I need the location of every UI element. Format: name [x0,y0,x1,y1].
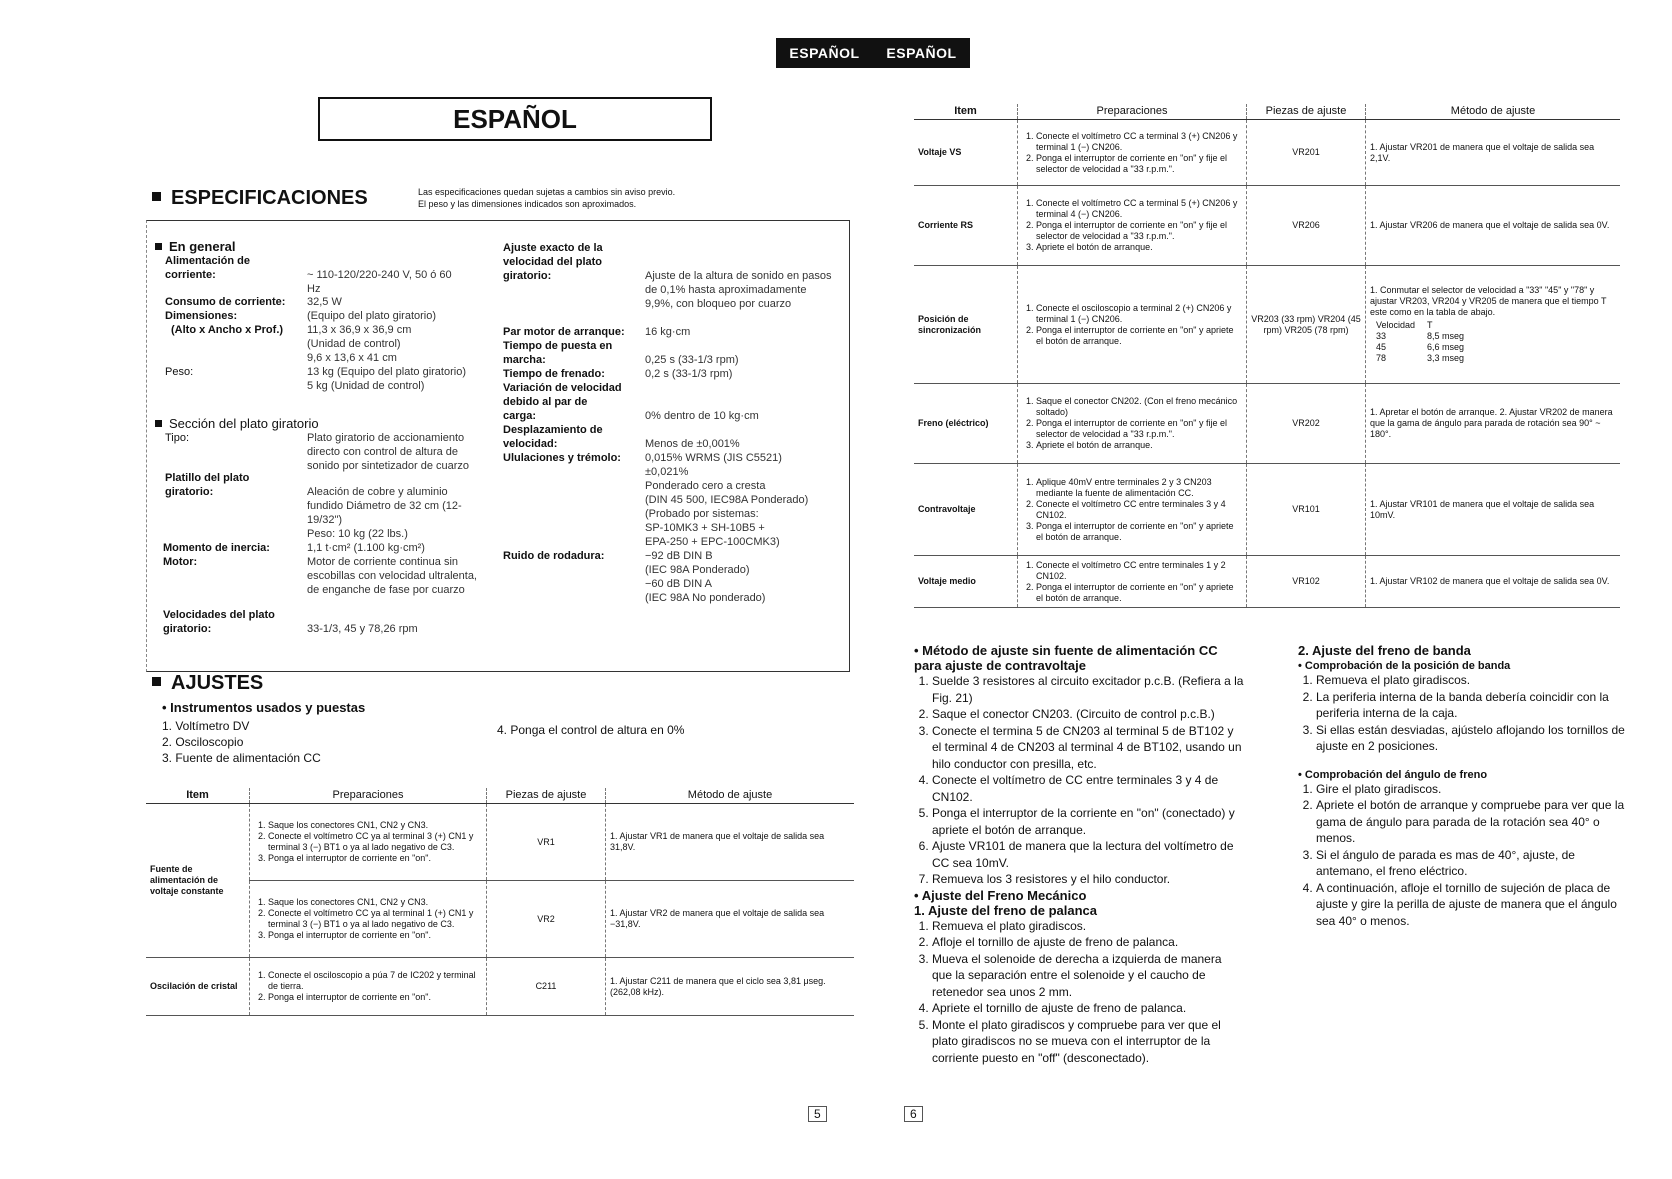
freno-mec-steps [914,918,1244,1067]
ulul-label: Ululaciones y trémolo: [503,452,621,464]
specs-box [146,220,850,672]
row-metodo: 1. Ajustar VR2 de manera que el voltaje de salida sea −31,8V. [606,881,855,958]
desp-label: Desplazamiento de velocidad: [503,424,603,450]
freno-banda-sub1: • Comprobación de la posición de banda [1298,660,1511,672]
row-prep: 1. Conecte el voltímetro CC entre terminales 1 y 2 CN102. 2. Ponga el interruptor de corriente en "on" y apriete el botón de arranque. [1018,556,1247,608]
page-number-left: 5 [808,1106,827,1122]
specs-note [418,186,675,210]
row-pieza: C211 [487,958,606,1016]
platillo-value: Aleación de cobre y aluminio fundido Diámetro de 32 cm (12-19/32") [307,486,462,526]
list-item: 3. Mueva el solenoide de derecha a izquierda de manera que la separación entre el solenoide y el caucho de retenedor sea unos 2 mm. [932,951,1244,1001]
instr-heading-text: Instrumentos usados y puestas [170,700,366,715]
momento-label: Momento de inercia: [163,542,270,554]
list-item: 3. Conecte el termina 5 de CN203 al terminal 5 de BT102 y el terminal 4 de CN203 al terminal 4 de BT102, usando un hilo conductor con presilla, etc. [932,723,1244,773]
row-item: Freno (eléctrico) [914,384,1018,464]
sync-metodo-text: 1. Conmutar el selector de velocidad a "33" "45" y "78" y ajustar VR203, VR204 y VR205 de manera que el tiempo T este como en la tabla de abajo. [1370,285,1607,317]
dim-label: Dimensiones: [165,310,238,322]
list-item: 3. Si el ángulo de parada es mas de 40°, ajuste, de antemano, el freno eléctrico. [1316,847,1628,880]
freno-mec-heading: • Ajuste del Freno Mecánico [914,887,1087,903]
par-value: 16 kg·cm [645,326,691,338]
row-item: Voltaje VS [914,120,1018,186]
ajustes-heading: AJUSTES [152,672,263,695]
ulul-value-3: Ponderado cero a cresta [645,480,766,492]
list-item: 1. Gire el plato giradiscos. [1316,781,1628,798]
list-item: 5. Ponga el interruptor de la corriente en "on" (conectado) y apriete el botón de arranque. [932,805,1244,838]
list-item: 6. Ajuste VR101 de manera que la lectura del voltímetro de CC sea 10mV. [932,838,1244,871]
speed-table [1370,320,1470,364]
list-item: 2. Apriete el botón de arranque y compruebe para ver que la gama de ángulo para parada de la rotación sea 40° o menos. [1316,797,1628,847]
peso-value: 13 kg (Equipo del plato giratorio) [307,366,466,378]
ajuste-label: Ajuste exacto de la velocidad del plato giratorio: [503,242,603,282]
row-item: Voltaje medio [914,556,1018,608]
row-metodo: 1. Ajustar VR101 de manera que el voltaje de salida sea 10mV. [1366,464,1621,556]
par-label: Par motor de arranque: [503,326,625,338]
peso-value-2: 5 kg (Unidad de control) [307,380,425,392]
freno-mec-sub: 1. Ajuste del freno de palanca [914,902,1098,918]
tipo-value: Plato giratorio de accionamiento directo con control de altura de sonido por sintetizador de cuarzo [307,432,470,472]
row-metodo: 1. Ajustar VR206 de manera que el voltaje de salida sea 0V. [1366,186,1621,266]
alim-value: ~ 110-120/220-240 V, 50 ó 60 Hz [307,269,452,295]
row-pieza: VR101 [1247,464,1366,556]
tiempo-label: Tiempo de puesta en marcha: [503,340,613,366]
variacion-value: 0% dentro de 10 kg·cm [645,410,759,422]
row-item: Contravoltaje [914,464,1018,556]
peso-label: Peso: [165,366,194,378]
row-prep: 1. Conecte el osciloscopio a púa 7 de IC202 y terminal de tierra. 2. Ponga el interruptor de corriente en "on". [250,958,487,1016]
ruido-value-2: (IEC 98A Ponderado) [645,564,750,576]
metodo-cc-heading: • Método de ajuste sin fuente de alimentación CC para ajuste de contravoltaje [914,643,1218,673]
frenado-value: 0,2 s (33-1/3 rpm) [645,368,733,380]
list-item: 1. Remueva el plato giradiscos. [1316,672,1628,689]
desp-value: Menos de ±0,001% [645,438,740,450]
row-pieza: VR203 (33 rpm) VR204 (45 rpm) VR205 (78 rpm) [1247,266,1366,384]
list-item: 5. Monte el plato giradiscos y compruebe para ver que el plato giradiscos no se mueva con el interruptor de la corriente puesto en "off" (desconectado). [932,1017,1244,1067]
row-pieza: VR201 [1247,120,1366,186]
th-item: Item [914,104,1018,120]
freno-banda-heading: 2. Ajuste del freno de banda [1298,643,1471,658]
row-prep: 1. Saque los conectores CN1, CN2 y CN3. 2. Conecte el voltímetro CC ya al terminal 3 (+) CN1 y terminal 3 (−) BT1 o ya al lado negativo de C3. 3. Ponga el interruptor de corriente en "on". [250,804,487,881]
row-metodo: 1. Ajustar VR102 de manera que el voltaje de salida sea 0V. [1366,556,1621,608]
row-item: Oscilación de cristal [146,958,250,1016]
speed-t: T [1427,320,1433,330]
list-item: 4. Apriete el tornillo de ajuste de freno de palanca. [932,1000,1244,1017]
specs-note-1: Las especificaciones quedan sujetas a cambios sin aviso previo. [418,187,676,197]
motor-value: Motor de corriente continua sin escobillas con velocidad ultralenta, de enganche de fase por cuarzo [307,556,477,596]
th-prep: Preparaciones [250,788,487,804]
th-metodo: Método de ajuste [606,788,855,804]
row-metodo: 1. Apretar el botón de arranque. 2. Ajustar VR202 de manera que la gama de ángulo para parada de rotación sea 90° ~ 180°. [1366,384,1621,464]
list-item: 1. Remueva el plato giradiscos. [932,918,1244,935]
dim-value-4: 9,6 x 13,6 x 41 cm [307,352,397,364]
freno-banda-steps2 [1298,781,1628,930]
th-metodo: Método de ajuste [1366,104,1621,120]
row-prep: 1. Saque el conector CN202. (Con el freno mecánico soltado) 2. Ponga el interruptor de corriente en "on" y fije el selector de velocidad a "33 r.p.m.". 3. Apriete el botón de arranque. [1018,384,1247,464]
list-item: 2. Afloje el tornillo de ajuste de freno de palanca. [932,934,1244,951]
row-metodo: 1. Ajustar C211 de manera que el ciclo sea 3,81 μseg. (262,08 kHz). [606,958,855,1016]
language-tab-right: ESPAÑOL [886,45,957,61]
motor-label: Motor: [163,556,198,568]
freno-banda-sub2: • Comprobación del ángulo de freno [1298,768,1488,781]
variacion-label: Variación de velocidad debido al par de carga: [503,382,622,422]
ulul-value-6: SP-10MK3 + SH-10B5 + [645,522,765,534]
page-number-right: 6 [904,1106,923,1122]
freno-banda-steps1 [1298,672,1628,755]
ulul-value-7: EPA-250 + EPC-100CMK3) [645,536,780,548]
list-item: 4. Conecte el voltímetro de CC entre terminales 3 y 4 de CN102. [932,772,1244,805]
dim-value: (Equipo del plato giratorio) [307,310,437,322]
ajuste-value: Ajuste de la altura de sonido en pasos de 0,1% hasta aproximadamente 9,9%, con bloqueo por cuarzo [645,270,832,310]
instr-item: 3. Fuente de alimentación CC [162,751,321,765]
list-item: 7. Remueva los 3 resistores y el hilo conductor. [932,871,1244,888]
ulul-value-4: (DIN 45 500, IEC98A Ponderado) [645,494,809,506]
row-pieza: VR206 [1247,186,1366,266]
th-item: Item [146,788,250,804]
vel-label: Velocidades del plato giratorio: [163,609,275,635]
ruido-value: −92 dB DIN B [645,550,713,562]
instr-item: 1. Voltímetro DV [162,719,250,733]
tipo-label: Tipo: [165,432,190,444]
speed-cell: 33 [1376,331,1387,341]
list-item: 1. Suelde 3 resistores al circuito excitador p.c.B. (Refiera a la Fig. 21) [932,673,1244,706]
page-title: ESPAÑOL [318,97,712,141]
alim-label: Alimentación de corriente: [165,255,250,281]
row-prep: 1. Conecte el voltímetro CC a terminal 3 (+) CN206 y terminal 1 (−) CN206. 2. Ponga el interruptor de corriente en "on" y fije el selector de velocidad a "33 r.p.m.". [1018,120,1247,186]
row-metodo: 1. Ajustar VR1 de manera que el voltaje de salida sea 31,8V. [606,804,855,881]
general-heading: En general [155,239,235,254]
th-piezas: Piezas de ajuste [487,788,606,804]
metodo-cc-section [914,643,1244,1066]
row-pieza: VR1 [487,804,606,881]
specs-heading: ESPECIFICACIONES [152,187,368,210]
row-item: Fuente de alimentación de voltaje constante [150,864,224,896]
plato-heading: Sección del plato giratorio [155,416,319,431]
instr-item-4: 4. Ponga el control de altura en 0% [497,723,685,737]
row-metodo: 1. Ajustar VR201 de manera que el voltaje de salida sea 2,1V. [1366,120,1621,186]
language-tab-left: ESPAÑOL [789,45,860,61]
freno-banda-section [1298,643,1628,929]
speed-cell: 8,5 mseg [1427,331,1465,341]
row-item: Posición de sincronización [914,266,1018,384]
speed-cell: 45 [1376,342,1387,352]
list-item: 2. Saque el conector CN203. (Circuito de control p.c.B.) [932,706,1244,723]
specs-note-2: El peso y las dimensiones indicados son aproximados. [418,199,637,209]
th-piezas: Piezas de ajuste [1247,104,1366,120]
tiempo-value: 0,25 s (33-1/3 rpm) [645,354,739,366]
row-pieza: VR102 [1247,556,1366,608]
th-prep: Preparaciones [1018,104,1247,120]
ulul-value: 0,015% WRMS (JIS C5521) [645,452,782,464]
row-pieza: VR202 [1247,384,1366,464]
vel-value: 33-1/3, 45 y 78,26 rpm [307,623,418,635]
freno-mec-heading-text: Ajuste del Freno Mecánico [921,887,1087,903]
speed-cell: 6,6 mseg [1427,342,1465,352]
row-item: Corriente RS [914,186,1018,266]
row-metodo [1366,266,1621,384]
ruido-value-4: (IEC 98A No ponderado) [645,592,766,604]
instr-heading: • Instrumentos usados y puestas [162,700,366,715]
language-tab [776,38,970,68]
row-pieza: VR2 [487,881,606,958]
metodo-cc-heading-text: Método de ajuste sin fuente de alimentación CC para ajuste de contravoltaje [914,643,1218,673]
platillo-value-2: Peso: 10 kg (22 lbs.) [307,528,408,540]
speed-cell: 78 [1376,353,1387,363]
adjust-table-left [146,788,854,1016]
platillo-label: Platillo del plato giratorio: [165,472,250,498]
adjust-table-right [914,104,1620,608]
metodo-cc-steps [914,673,1244,888]
list-item: 4. A continuación, afloje el tornillo de sujeción de placa de ajuste y gire la perilla de ajuste de manera que el ángulo sea 40° o menos. [1316,880,1628,930]
ruido-value-3: −60 dB DIN A [645,578,712,590]
ruido-label: Ruido de rodadura: [503,550,605,562]
row-prep: 1. Conecte el voltímetro CC a terminal 5 (+) CN206 y terminal 4 (−) CN206. 2. Ponga el interruptor de corriente en "on" y fije el selector de velocidad a "33 r.p.m.". 3. Apriete el botón de arranque. [1018,186,1247,266]
freno-banda-sub2-text: Comprobación del ángulo de freno [1304,768,1488,781]
list-item: 3. Si ellas están desviadas, ajústelo aflojando los tornillos de ajuste en 2 posiciones. [1316,722,1628,755]
ulul-value-5: (Probado por sistemas: [645,508,759,520]
speed-header: Velocidad [1376,320,1416,330]
instr-list [162,718,321,766]
ulul-value-2: ±0,021% [645,466,689,478]
speed-cell: 3,3 mseg [1427,353,1465,363]
momento-value: 1,1 t·cm² (1.100 kg·cm²) [307,542,425,554]
row-prep: 1. Aplique 40mV entre terminales 2 y 3 CN203 mediante la fuente de alimentación CC. 2. Conecte el voltímetro CC entre terminales 3 y 4 CN102. 3. Ponga el interruptor de corriente en "on" y apriete el botón de arranque. [1018,464,1247,556]
dim-value-2: 11,3 x 36,9 x 36,9 cm [307,324,412,336]
freno-banda-sub1-text: Comprobación de la posición de banda [1304,660,1511,672]
row-prep: 1. Conecte el osciloscopio a terminal 2 (+) CN206 y terminal 1 (−) CN206. 2. Ponga el interruptor de corriente en "on" y apriete el botón de arranque. [1018,266,1247,384]
row-prep: 1. Saque los conectores CN1, CN2 y CN3. 2. Conecte el voltímetro CC ya al terminal 1 (+) CN1 y terminal 3 (−) BT1 o ya al lado negativo de C3. 3. Ponga el interruptor de corriente en "on". [250,881,487,958]
consumo-label: Consumo de corriente: [165,296,286,308]
dim-value-3: (Unidad de control) [307,338,401,350]
consumo-value: 32,5 W [307,296,342,308]
instr-item: 2. Osciloscopio [162,735,244,749]
frenado-label: Tiempo de frenado: [503,368,605,380]
list-item: 2. La periferia interna de la banda debería coincidir con la periferia interna de la caja. [1316,689,1628,722]
dim-label-2: (Alto x Ancho x Prof.) [171,324,284,336]
